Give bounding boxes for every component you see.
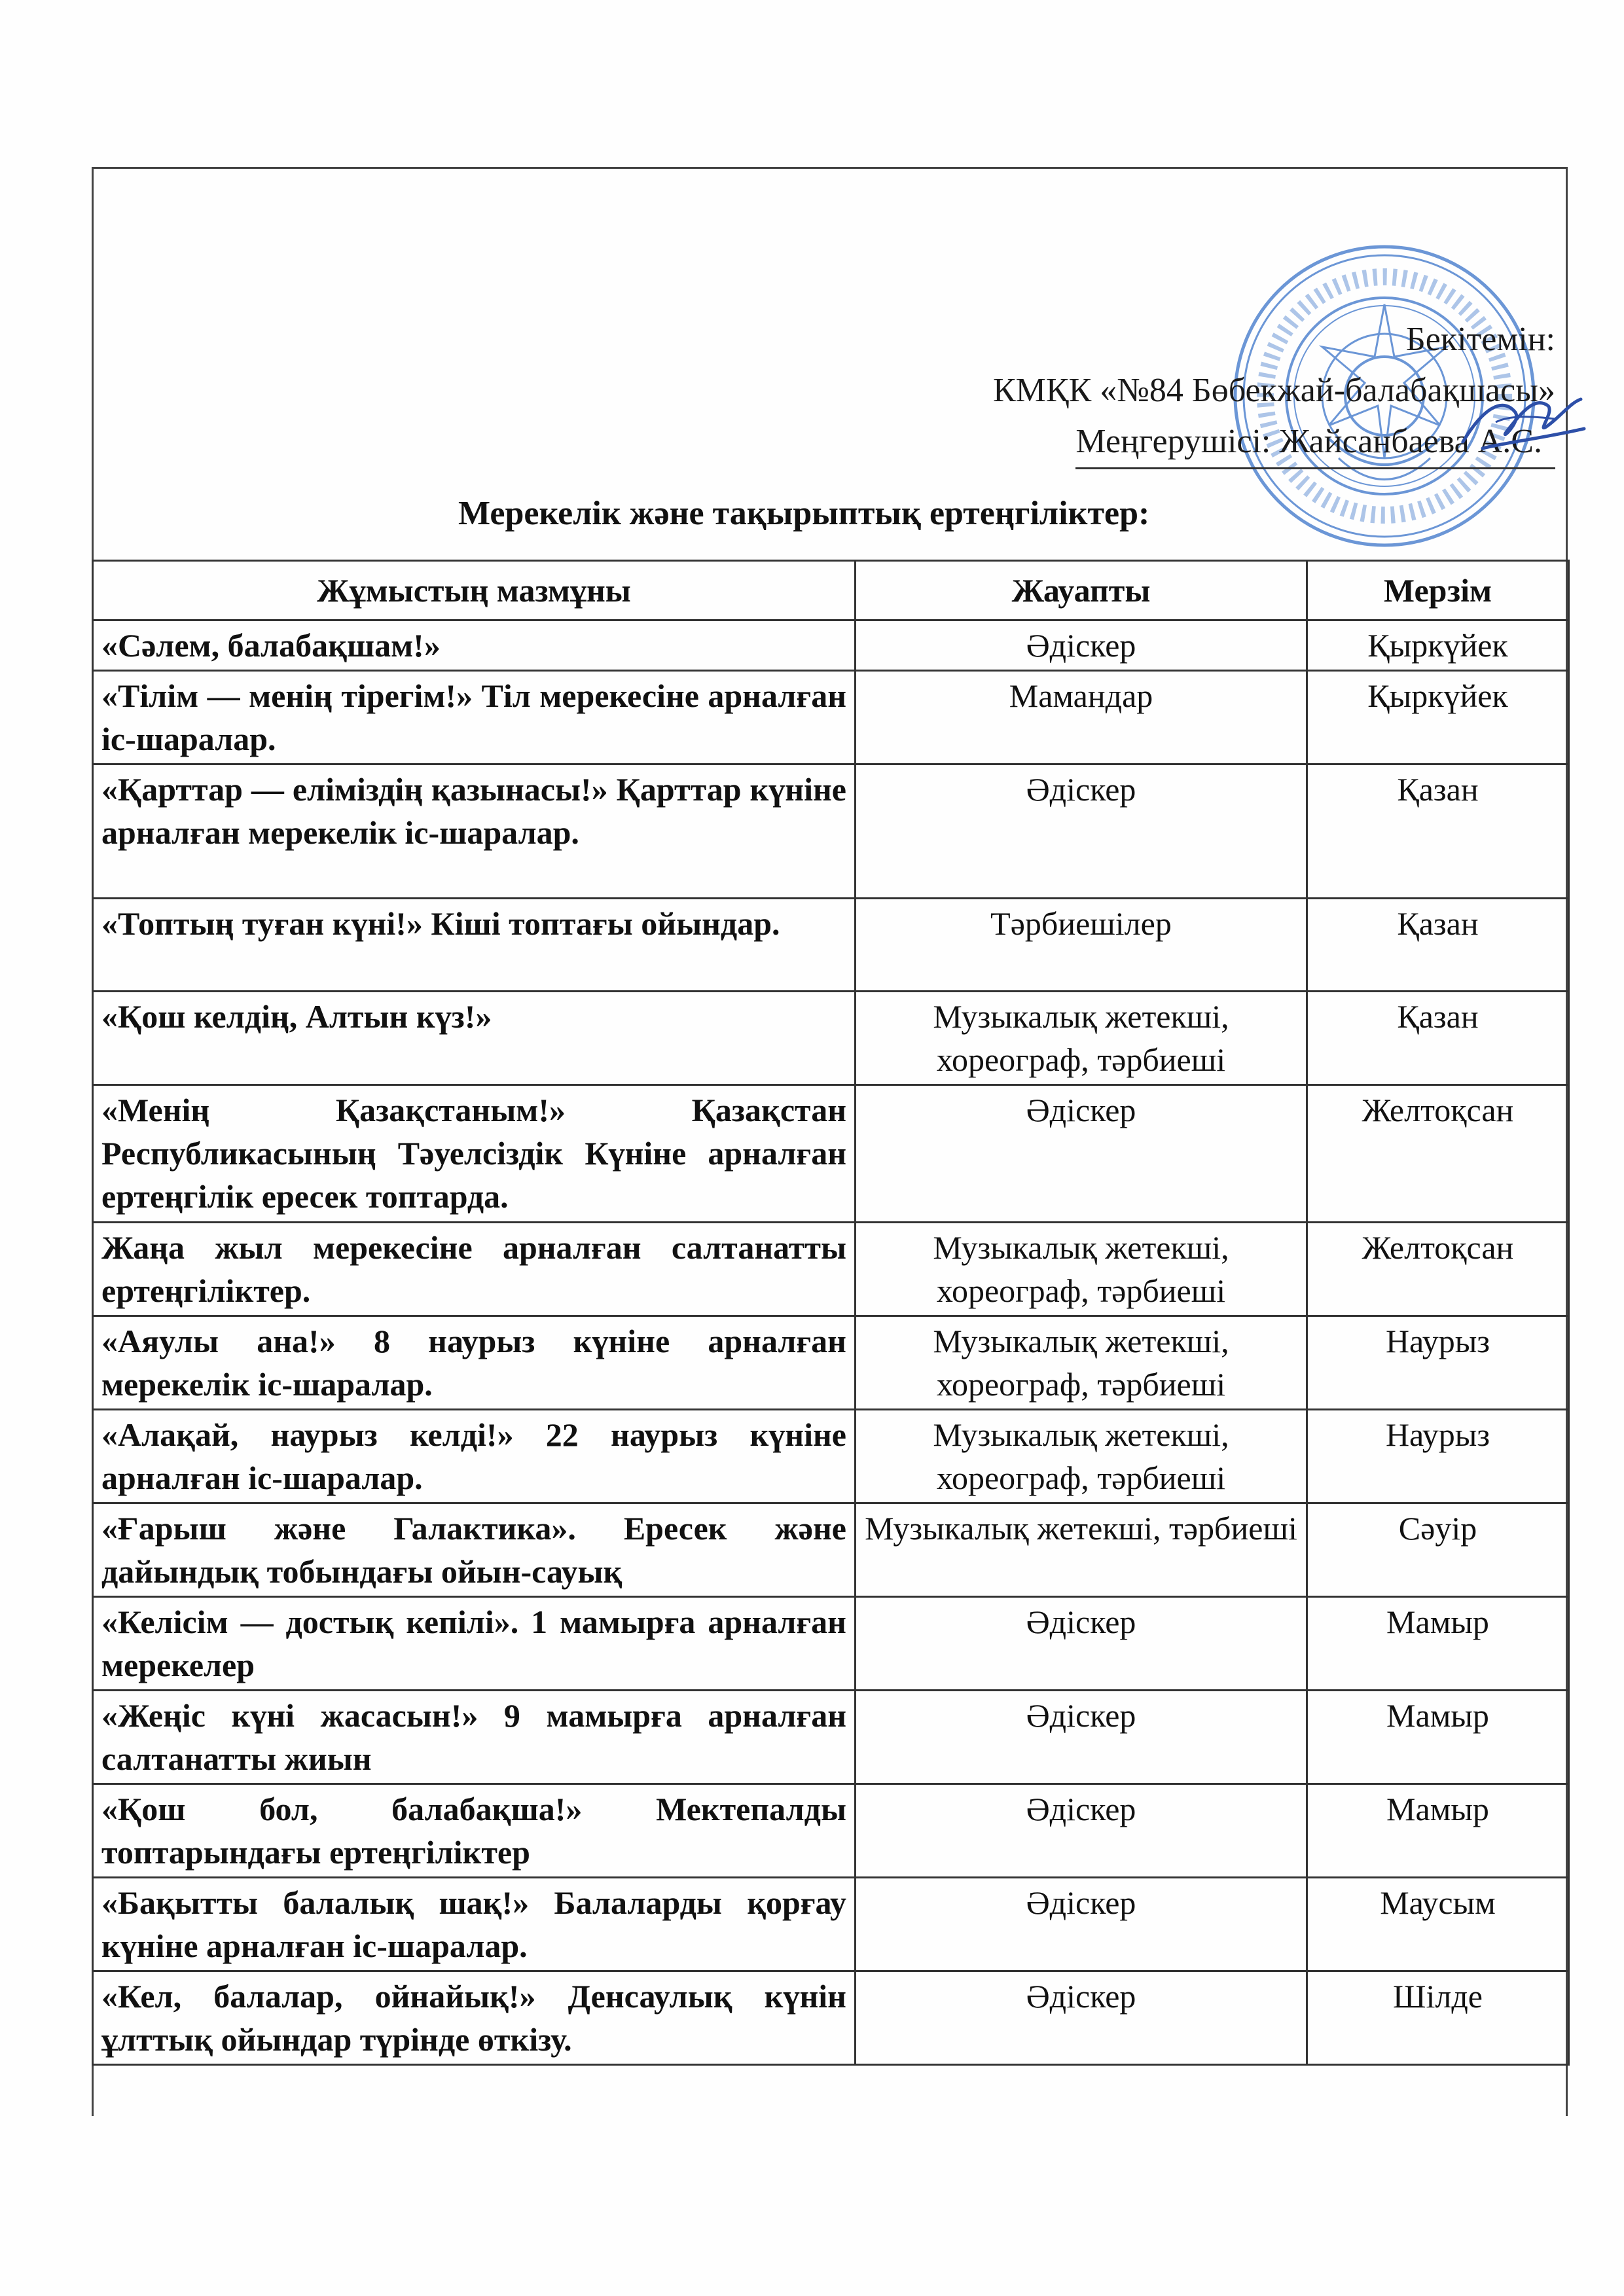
table-header-row [93, 561, 1569, 620]
cell-term: Шілде [1307, 1971, 1569, 2065]
table-row [93, 1316, 1569, 1410]
cell-responsible: Музыкалық жетекші, хореограф, тәрбиеші [856, 1223, 1307, 1316]
cell-content: «Бақытты балалық шақ!» Балаларды қорғау күніне арналған іс-шаралар. [93, 1878, 856, 1971]
cell-responsible: Әдіскер [856, 620, 1307, 671]
table-row [93, 764, 1569, 899]
table-row [93, 1223, 1569, 1316]
cell-content: «Келісім — достық кепілі». 1 мамырға арналған мерекелер [93, 1597, 856, 1691]
cell-responsible: Әдіскер [856, 1971, 1307, 2065]
table-row [93, 1784, 1569, 1878]
cell-term: Наурыз [1307, 1410, 1569, 1503]
cell-content: «Сәлем, балабақшам!» [93, 620, 856, 671]
approval-line-approve: Бекітемін: [1405, 321, 1555, 358]
table-row [93, 899, 1569, 992]
header-term: Мерзім [1307, 561, 1569, 620]
header-content: Жұмыстың мазмұны [93, 561, 856, 620]
cell-responsible: Әдіскер [856, 1691, 1307, 1784]
table-row [93, 620, 1569, 671]
cell-responsible: Әдіскер [856, 1784, 1307, 1878]
cell-responsible: Әдіскер [856, 1878, 1307, 1971]
cell-content: «Ғарыш және Галактика». Ересек және дайындық тобындағы ойын-сауық [93, 1503, 856, 1597]
cell-term: Мамыр [1307, 1784, 1569, 1878]
cell-content: «Жеңіс күні жасасын!» 9 мамырға арналған салтанатты жиын [93, 1691, 856, 1784]
cell-responsible: Тәрбиешілер [856, 899, 1307, 992]
table-row [93, 1971, 1569, 2065]
cell-content: Жаңа жыл мерекесіне арналған салтанатты ертеңгіліктер. [93, 1223, 856, 1316]
header-responsible: Жауапты [856, 561, 1307, 620]
table-row [93, 1410, 1569, 1503]
cell-term: Мамыр [1307, 1597, 1569, 1691]
cell-content: «Топтың туған күні!» Кіші топтағы ойындар. [93, 899, 856, 992]
table-row [93, 1597, 1569, 1691]
cell-term: Сәуір [1307, 1503, 1569, 1597]
cell-responsible: Музыкалық жетекші, хореограф, тәрбиеші [856, 1316, 1307, 1410]
cell-responsible: Музыкалық жетекші, хореограф, тәрбиеші [856, 992, 1307, 1085]
cell-content: «Қош келдің, Алтын күз!» [93, 992, 856, 1085]
cell-responsible: Әдіскер [856, 1597, 1307, 1691]
approval-line-organization: КМҚК «№84 Бөбекжай-балабақшасы» [993, 372, 1555, 409]
cell-term: Қыркүйек [1307, 620, 1569, 671]
cell-term: Желтоқсан [1307, 1223, 1569, 1316]
table-row [93, 1691, 1569, 1784]
events-table [92, 560, 1570, 2066]
document-title: Мерекелік және тақырыптық ертеңгіліктер: [458, 495, 1150, 532]
cell-term: Қазан [1307, 899, 1569, 992]
cell-content: «Менің Қазақстаным!» Қазақстан Республикасының Тәуелсіздік Күніне арналған ертеңгілік ересек топтарда. [93, 1085, 856, 1223]
cell-term: Мамыр [1307, 1691, 1569, 1784]
cell-responsible: Әдіскер [856, 764, 1307, 899]
table-row [93, 992, 1569, 1085]
table-row [93, 1878, 1569, 1971]
cell-content: «Қош бол, балабақша!» Мектепалды топтарындағы ертеңгіліктер [93, 1784, 856, 1878]
cell-responsible: Музыкалық жетекші, хореограф, тәрбиеші [856, 1410, 1307, 1503]
cell-responsible: Әдіскер [856, 1085, 1307, 1223]
cell-responsible: Мамандар [856, 671, 1307, 764]
table-row [93, 1085, 1569, 1223]
cell-term: Қазан [1307, 992, 1569, 1085]
cell-term: Желтоқсан [1307, 1085, 1569, 1223]
cell-content: «Кел, балалар, ойнайық!» Денсаулық күнін ұлттық ойындар түрінде өткізу. [93, 1971, 856, 2065]
signature-icon [1456, 383, 1587, 465]
cell-content: «Қарттар — еліміздің қазынасы!» Қарттар күніне арналған мерекелік іс-шаралар. [93, 764, 856, 899]
cell-content: «Тілім — менің тірегім!» Тіл мерекесіне арналған іс-шаралар. [93, 671, 856, 764]
table-row [93, 1503, 1569, 1597]
cell-term: Қазан [1307, 764, 1569, 899]
cell-responsible: Музыкалық жетекші, тәрбиеші [856, 1503, 1307, 1597]
cell-term: Маусым [1307, 1878, 1569, 1971]
table-row [93, 671, 1569, 764]
cell-content: «Аяулы ана!» 8 наурыз күніне арналған мерекелік іс-шаралар. [93, 1316, 856, 1410]
approval-line-head: Меңгерушісі: Жайсанбаева А.С. [1075, 416, 1555, 469]
cell-term: Наурыз [1307, 1316, 1569, 1410]
cell-content: «Алақай, наурыз келді!» 22 наурыз күніне арналған іс-шаралар. [93, 1410, 856, 1503]
cell-term: Қыркүйек [1307, 671, 1569, 764]
